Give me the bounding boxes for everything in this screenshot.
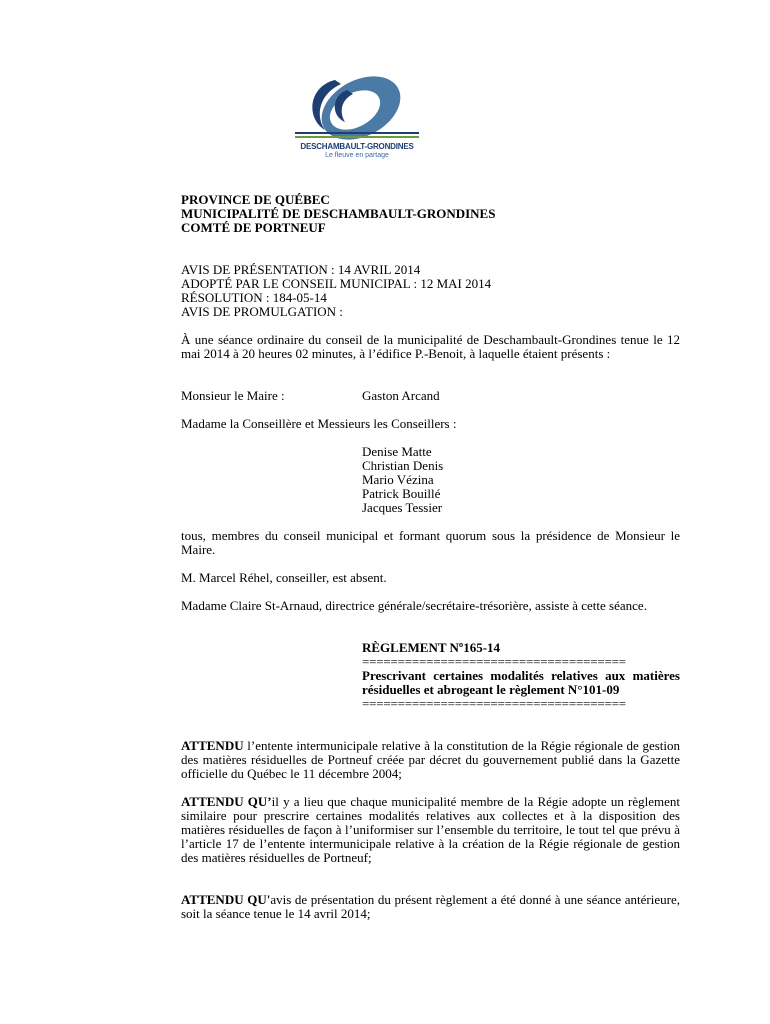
document-header (181, 193, 680, 235)
attendu-paragraph (181, 795, 680, 865)
notice-adopted: ADOPTÉ PAR LE CONSEIL MUNICIPAL : 12 MAI 2014 (181, 276, 492, 291)
councillor-name: Patrick Bouillé (362, 486, 441, 501)
reglement-box (362, 641, 680, 711)
reglement-separator-top: ===================================== (362, 655, 626, 669)
councillor-name: Mario Vézina (362, 472, 434, 487)
councillor-name: Denise Matte (362, 444, 432, 459)
director-paragraph: Madame Claire St-Arnaud, directrice générale/secrétaire-trésorière, assiste à cette séance. (181, 598, 647, 613)
councillors-label: Madame la Conseillère et Messieurs les Conseillers : (181, 416, 457, 431)
attendu-lead: ATTENDU QU’ (181, 794, 272, 809)
attendu-lead: ATTENDU (181, 738, 244, 753)
absent-paragraph: M. Marcel Réhel, conseiller, est absent. (181, 570, 387, 585)
notice-presentation: AVIS DE PRÉSENTATION : 14 AVRIL 2014 (181, 262, 421, 277)
notice-resolution: RÉSOLUTION : 184-05-14 (181, 290, 327, 305)
header-municipality: MUNICIPALITÉ DE DESCHAMBAULT-GRONDINES (181, 206, 496, 221)
attendu-paragraph (181, 893, 680, 921)
intro-paragraph: À une séance ordinaire du conseil de la municipalité de Deschambault-Grondines tenue le 12 mai 2014 à 20 heures 02 minutes, à l’édifice P.-Benoit, à laquelle étaient présents : (181, 332, 680, 361)
notice-promulgation: AVIS DE PROMULGATION : (181, 304, 343, 319)
logo-tagline: Le fleuve en partage (325, 152, 389, 159)
attendu-text: l’entente intermunicipale relative à la constitution de la Régie régionale de gestion des matières résiduelles de Portneuf créée par décret du gouvernement publié dans la Gazette officielle du Québec le 11 décembre 2004; (181, 738, 680, 781)
municipality-logo (295, 72, 435, 170)
attendu-text: avis de présentation du présent règlement a été donné à une séance antérieure, soit la séance tenue le 14 avril 2014; (181, 892, 680, 921)
councillors-list (362, 445, 443, 515)
attendu-text: il y a lieu que chaque municipalité membre de la Régie adopte un règlement similaire pour prescrire certaines modalités relatives aux collectes et à la disposition des matières résiduelles de façon à l’uniformiser sur l’ensemble du territoire, le tout tel que prévu à l’article 17 de l’entente intermunicipale relative à la création de la Régie régionale de gestion des matières résiduelles de Portneuf; (181, 794, 680, 865)
logo-name: DESCHAMBAULT-GRONDINES (300, 142, 414, 151)
mayor-label: Monsieur le Maire : (181, 388, 285, 403)
logo-emblem (295, 72, 419, 142)
councillor-name: Christian Denis (362, 458, 444, 473)
quorum-paragraph: tous, membres du conseil municipal et formant quorum sous la présidence de Monsieur le Maire. (181, 528, 680, 557)
reglement-title: RÈGLEMENT Nº165-14 (362, 640, 501, 655)
notice-block (181, 263, 680, 319)
header-county: COMTÉ DE PORTNEUF (181, 220, 326, 235)
attendu-lead: ATTENDU QU' (181, 892, 271, 907)
mayor-name: Gaston Arcand (362, 388, 440, 403)
reglement-separator-bottom: ===================================== (362, 697, 626, 711)
attendu-paragraph (181, 739, 680, 781)
councillor-name: Jacques Tessier (362, 500, 443, 515)
header-province: PROVINCE DE QUÉBEC (181, 192, 330, 207)
reglement-subject: Prescrivant certaines modalités relatives aux matières résiduelles et abrogeant le règlement N°101-09 (362, 668, 680, 697)
